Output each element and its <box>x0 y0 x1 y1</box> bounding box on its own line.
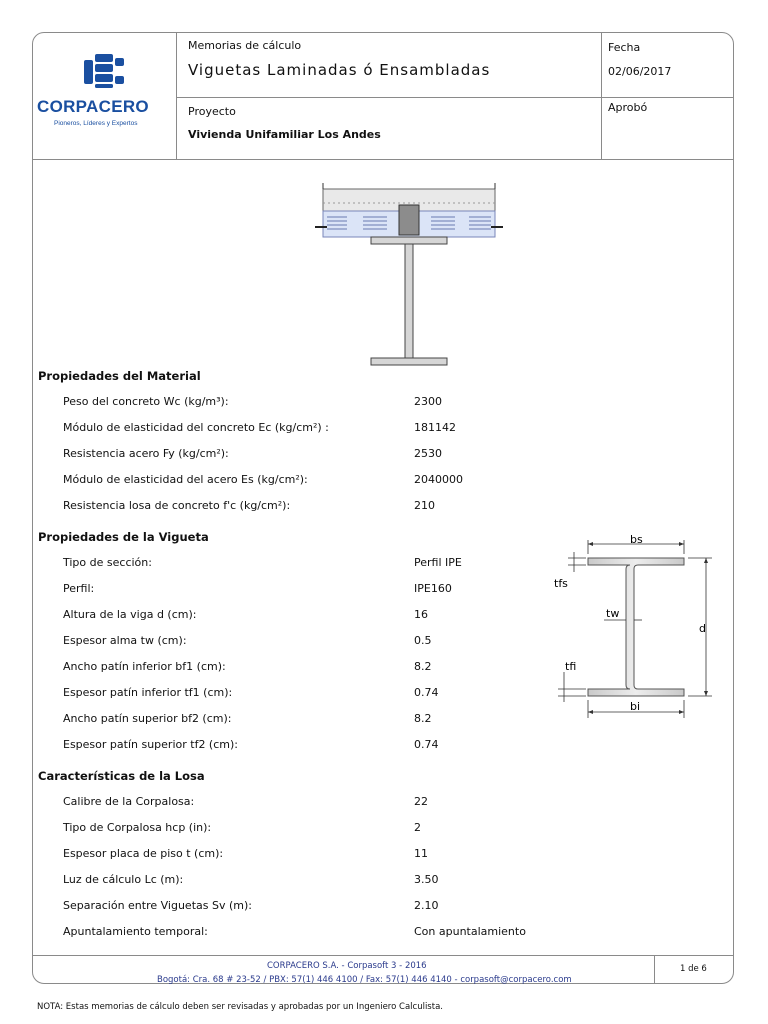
material-value-3: 2040000 <box>414 473 463 486</box>
losa-label-2: Espesor placa de piso t (cm): <box>63 847 224 860</box>
section-title-losa: Características de la Losa <box>38 769 205 783</box>
losa-label-3: Luz de cálculo Lc (m): <box>63 873 184 886</box>
losa-value-5: Con apuntalamiento <box>414 925 526 938</box>
logo-brand: CORPACERO <box>37 97 149 116</box>
material-label-0: Peso del concreto Wc (kg/m³): <box>63 395 229 408</box>
vigueta-label-0: Tipo de sección: <box>63 556 152 569</box>
beam-bottom-flange <box>371 358 447 365</box>
vigueta-value-3: 0.5 <box>414 634 432 647</box>
label-fecha: Fecha <box>608 41 641 54</box>
vigueta-label-4: Ancho patín inferior bf1 (cm): <box>63 660 226 673</box>
material-label-3: Módulo de elasticidad del acero Es (kg/cm²): <box>63 473 308 486</box>
losa-value-0: 22 <box>414 795 428 808</box>
footer-divider <box>654 955 655 983</box>
label-d: d <box>699 622 706 635</box>
label-memorias: Memorias de cálculo <box>188 39 302 52</box>
label-bs: bs <box>630 533 643 546</box>
vigueta-label-5: Espesor patín inferior tf1 (cm): <box>63 686 233 699</box>
losa-value-3: 3.50 <box>414 873 439 886</box>
footer-address: Bogotá: Cra. 68 # 23-52 / PBX: 57(1) 446 4100 / Fax: 57(1) 446 4140 - corpasoft@corpacero.com <box>157 975 572 985</box>
header-divider-middle <box>176 97 733 98</box>
label-bi: bi <box>630 700 641 713</box>
vigueta-value-1: IPE160 <box>414 582 452 595</box>
material-value-2: 2530 <box>414 447 442 460</box>
footer-note: NOTA: Estas memorias de cálculo deben ser revisadas y aprobadas por un Ingeniero Calculista. <box>37 1002 443 1012</box>
material-label-2: Resistencia acero Fy (kg/cm²): <box>63 447 229 460</box>
losa-label-5: Apuntalamiento temporal: <box>63 925 208 938</box>
header-divider-fecha <box>601 33 602 159</box>
losa-label-4: Separación entre Viguetas Sv (m): <box>63 899 252 912</box>
vigueta-value-6: 8.2 <box>414 712 432 725</box>
vigueta-value-7: 0.74 <box>414 738 439 751</box>
vigueta-value-4: 8.2 <box>414 660 432 673</box>
corpacero-logo-icon <box>36 46 172 96</box>
losa-value-1: 2 <box>414 821 421 834</box>
losa-value-4: 2.10 <box>414 899 439 912</box>
page-number: 1 de 6 <box>680 964 707 974</box>
label-aprobo: Aprobó <box>608 101 648 114</box>
footer-top-line <box>33 955 733 956</box>
ibeam-shape <box>588 558 684 696</box>
company-logo <box>36 46 172 146</box>
label-proyecto: Proyecto <box>188 105 236 118</box>
vigueta-label-3: Espesor alma tw (cm): <box>63 634 187 647</box>
vigueta-label-6: Ancho patín superior bf2 (cm): <box>63 712 232 725</box>
vigueta-label-2: Altura de la viga d (cm): <box>63 608 197 621</box>
header-divider-logo <box>176 33 177 159</box>
beam-web <box>405 244 413 358</box>
slab-section-figure <box>313 183 513 373</box>
label-tfi: tfi <box>565 660 577 673</box>
material-label-1: Módulo de elasticidad del concreto Ec (kg/cm²) : <box>63 421 329 434</box>
material-value-1: 181142 <box>414 421 456 434</box>
vigueta-value-5: 0.74 <box>414 686 439 699</box>
fecha-value: 02/06/2017 <box>608 65 672 78</box>
vigueta-value-0: Perfil IPE <box>414 556 462 569</box>
label-tfs: tfs <box>554 577 568 590</box>
label-tw: tw <box>606 607 620 620</box>
header-bottom-line <box>33 159 733 160</box>
shear-connector <box>399 205 419 235</box>
vigueta-value-2: 16 <box>414 608 428 621</box>
vigueta-label-1: Perfil: <box>63 582 95 595</box>
material-value-0: 2300 <box>414 395 442 408</box>
losa-label-1: Tipo de Corpalosa hcp (in): <box>63 821 212 834</box>
footer-company: CORPACERO S.A. - Corpasoft 3 - 2016 <box>267 961 427 971</box>
losa-value-2: 11 <box>414 847 428 860</box>
section-title-vigueta: Propiedades de la Vigueta <box>38 530 209 544</box>
logo-slogan: Pioneros, Líderes y Expertos <box>54 120 138 127</box>
beam-top-flange <box>371 237 447 244</box>
ibeam-dimension-diagram <box>550 532 730 722</box>
losa-label-0: Calibre de la Corpalosa: <box>63 795 195 808</box>
material-value-4: 210 <box>414 499 435 512</box>
section-title-material: Propiedades del Material <box>38 369 201 383</box>
proyecto-value: Vivienda Unifamiliar Los Andes <box>188 128 381 141</box>
vigueta-label-7: Espesor patín superior tf2 (cm): <box>63 738 238 751</box>
material-label-4: Resistencia losa de concreto f'c (kg/cm²): <box>63 499 291 512</box>
document-title: Viguetas Laminadas ó Ensambladas <box>188 61 491 79</box>
